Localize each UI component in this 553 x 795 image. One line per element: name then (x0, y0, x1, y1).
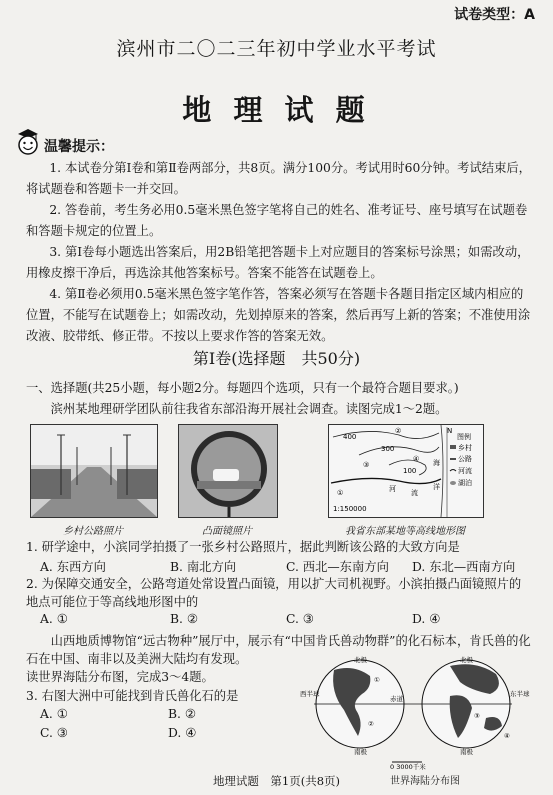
map-label-north: N (447, 427, 453, 435)
contour-map (328, 424, 484, 518)
q2-option-c: C. ③ (286, 612, 314, 626)
rural-road-photo (30, 424, 158, 518)
q2-option-b: B. ② (170, 612, 198, 626)
intro-1-2: 滨州某地理研学团队前往我省东部沿海开展社会调查。读图完成1～2题。 (50, 402, 448, 416)
map-label-river-2: 流 (411, 489, 418, 497)
map-label-1: ① (337, 489, 344, 497)
q3-option-b: B. ② (168, 707, 196, 721)
wm-label-3: ③ (474, 712, 480, 720)
wm-north-pole-1: 北极 (354, 656, 367, 664)
wm-south-pole-1: 南极 (354, 748, 367, 756)
wm-label-1: ① (374, 676, 380, 684)
section-title: 第Ⅰ卷(选择题 共50分) (192, 349, 361, 368)
q1-option-c: C. 西北—东南方向 (286, 560, 389, 574)
paper-type: 试卷类型：A (454, 7, 535, 23)
map-label-river-1: 河 (389, 485, 396, 493)
convex-mirror-photo (178, 424, 278, 518)
wm-south-pole-2: 南极 (460, 748, 473, 756)
question-2: 2. 为保障交通安全，公路弯道处常设置凸面镜，用以扩大司机视野。小滨拍摄凸面镜照片的地点可能位于等高线地形图中的 (26, 577, 522, 609)
tips-heading: 温馨提示： (44, 139, 114, 155)
q3-option-d: D. ④ (168, 726, 197, 740)
wm-scale: 0 3000千米 (390, 763, 426, 770)
map-label-4: ④ (413, 455, 420, 463)
legend-village: 乡村 (458, 444, 472, 452)
wm-label-4: ④ (504, 732, 510, 740)
q2-option-d: D. ④ (412, 612, 441, 626)
tip-1: 1. 本试卷分第Ⅰ卷和第Ⅱ卷两部分，共8页。满分100分。考试用时60分钟。考试结束后，将试题卷和答题卡一并交回。 (26, 161, 531, 196)
legend-river: 河流 (458, 467, 472, 475)
wm-east-hemisphere: 东半球 (510, 690, 530, 698)
map-legend-title: 图例 (457, 433, 471, 441)
convex-mirror-caption: 凸面镜照片 (202, 526, 252, 537)
intro-world-map: 读世界海陆分布图，完成3～4题。 (26, 670, 214, 684)
map-label-2: ② (395, 427, 402, 435)
q1-option-d: D. 东北—西南方向 (412, 560, 516, 574)
choice-instruction: 一、选择题(共25小题，每小题2分。每题四个选项，只有一个最符合题目要求。) (26, 381, 459, 395)
map-scale: 1:150000 (333, 505, 367, 513)
legend-lake: 湖泊 (458, 479, 472, 487)
q1-option-b: B. 南北方向 (170, 560, 237, 574)
wm-north-pole-2: 北极 (460, 656, 473, 664)
map-label-100: 100 (403, 467, 417, 475)
subject-title: 地 理 试 题 (182, 93, 371, 127)
q3-option-a: A. ① (40, 707, 68, 721)
map-label-3: ③ (363, 461, 370, 469)
q1-option-a: A. 东西方向 (40, 560, 106, 574)
contour-map-caption: 我省东部某地等高线地形图 (345, 526, 465, 537)
map-label-300: 300 (381, 445, 395, 453)
q2-option-a: A. ① (40, 612, 68, 626)
smiley-icon (14, 128, 42, 156)
tip-2: 2. 答卷前，考生务必用0.5毫米黑色签字笔将自己的姓名、准考证号、座号填写在试题卷和答题卡规定的位置上。 (26, 203, 528, 238)
map-label-400: 400 (343, 433, 357, 441)
map-label-sea-2: 洋 (433, 483, 440, 491)
question-3: 3. 右图大洲中可能找到肯氏兽化石的是 (26, 689, 239, 703)
tips-list (26, 158, 532, 347)
intro-3-4: 山西地质博物馆“远古物种”展厅中，展示有“中国肯氏兽动物群”的化石标本，肯氏兽的化石在中国、南非以及美洲大陆均有发现。 (26, 634, 531, 666)
world-map (300, 652, 530, 770)
wm-west-hemisphere: 西半球 (300, 690, 320, 698)
rural-road-caption: 乡村公路照片 (63, 526, 123, 537)
wm-label-2: ② (368, 720, 374, 728)
exam-title: 滨州市二〇二三年初中学业水平考试 (116, 38, 437, 60)
world-map-caption: 世界海陆分布图 (390, 776, 460, 787)
tip-3: 3. 第Ⅰ卷每小题选出答案后，用2B铅笔把答题卡上对应题目的答案标号涂黑；如需改动，用橡皮擦干净后，再选涂其他答案标号。答案不能答在试题卷上。 (26, 245, 530, 280)
question-1: 1. 研学途中，小滨同学拍摄了一张乡村公路照片，据此判断该公路的大致方向是 (26, 540, 460, 554)
page-footer: 地理试题 第1页(共8页) (212, 774, 341, 788)
wm-equator: 赤道 (390, 695, 403, 703)
map-label-sea-1: 海 (433, 459, 440, 467)
q3-option-c: C. ③ (40, 726, 68, 740)
tip-4: 4. 第Ⅱ卷必须用0.5毫米黑色签字笔作答，答案必须写在答题卡各题目指定区域内相应的位置，不能写在试题卷上；如需改动，先划掉原来的答案，然后再写上新的答案；不准使用涂改液、胶带纸、修正带。不按以上要求作答的答案无效。 (26, 287, 531, 343)
legend-road: 公路 (458, 455, 472, 463)
